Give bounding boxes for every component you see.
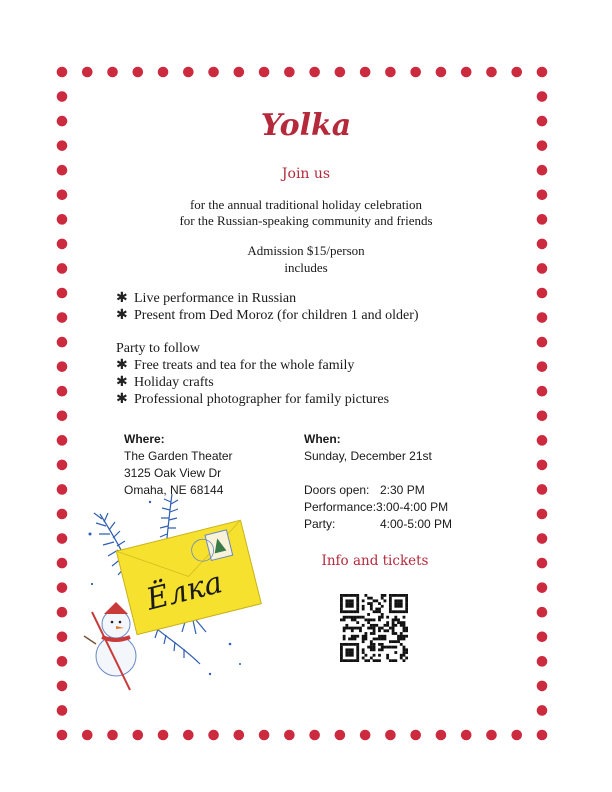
asterisk-icon: ✱ (116, 307, 128, 323)
schedule-time: 3:00-4:00 PM (376, 500, 449, 514)
border-dot (537, 91, 548, 102)
border-dot (537, 435, 548, 446)
border-dot (234, 730, 245, 741)
border-dot (57, 460, 68, 471)
venue-city: Omaha, NE 68144 (124, 483, 224, 497)
page-title: Yolka (260, 108, 352, 143)
admission-text: Admission $15/person (247, 243, 365, 258)
border-dot (461, 730, 472, 741)
where-label: Where: (124, 432, 165, 446)
border-dot (57, 67, 68, 78)
border-dot (57, 705, 68, 716)
party-heading: Party to follow (116, 341, 200, 356)
border-dot (259, 730, 270, 741)
border-dot (57, 730, 68, 741)
border-dot (486, 67, 497, 78)
border-dot (57, 337, 68, 348)
info-tickets-heading: Info and tickets (321, 553, 429, 569)
includes-text: includes (284, 260, 328, 275)
schedule-time: 4:00-5:00 PM (380, 517, 453, 531)
envelope-snowman-illustration (80, 494, 270, 704)
list-item-text: Professional photographer for family pictures (134, 392, 390, 407)
border-dot (335, 67, 346, 78)
border-dot (158, 730, 169, 741)
border-dot (537, 681, 548, 692)
border-dot (284, 730, 295, 741)
border-dot (57, 631, 68, 642)
program-list (116, 290, 419, 324)
border-dot (436, 67, 447, 78)
border-dot (537, 67, 548, 78)
asterisk-icon: ✱ (116, 290, 128, 306)
border-dot (132, 67, 143, 78)
border-dot (57, 558, 68, 569)
asterisk-icon: ✱ (116, 374, 128, 390)
list-item (116, 357, 389, 374)
border-dot (537, 460, 548, 471)
intro-line: for the Russian-speaking community and friends (179, 213, 433, 228)
border-dot (537, 337, 548, 348)
border-dot (537, 705, 548, 716)
border-dot (57, 656, 68, 667)
when-block (304, 431, 452, 533)
border-dot (57, 386, 68, 397)
border-dot (537, 288, 548, 299)
border-dot (537, 509, 548, 520)
border-dot (410, 67, 421, 78)
venue-street: 3125 Oak View Dr (124, 466, 222, 480)
border-dot (132, 730, 143, 741)
border-dot (309, 730, 320, 741)
border-dot (158, 67, 169, 78)
event-date: Sunday, December 21st (304, 449, 432, 463)
envelope-icon (116, 520, 261, 634)
border-dot (57, 509, 68, 520)
border-dot (57, 312, 68, 323)
border-dot (436, 730, 447, 741)
border-dot (511, 730, 522, 741)
border-dot (82, 730, 93, 741)
border-dot (183, 67, 194, 78)
border-dot (57, 288, 68, 299)
list-item-text: Live performance in Russian (134, 291, 297, 306)
join-us-heading: Join us (281, 166, 331, 182)
border-dot (259, 67, 270, 78)
list-item (116, 374, 389, 391)
border-dot (537, 312, 548, 323)
schedule-row (304, 516, 452, 533)
schedule-label: Doors open: (304, 483, 370, 497)
schedule-label: Performance: (304, 500, 377, 514)
border-dot (537, 631, 548, 642)
list-item-text: Free treats and tea for the whole family (134, 358, 355, 373)
border-dot (57, 361, 68, 372)
envelope-text: Ёлка (142, 565, 226, 618)
border-dot (410, 730, 421, 741)
border-dot (57, 681, 68, 692)
party-section (116, 340, 389, 408)
border-dot (537, 656, 548, 667)
border-dot (537, 607, 548, 618)
snowman-icon (84, 602, 136, 690)
border-dot (57, 410, 68, 421)
border-dot (537, 730, 548, 741)
border-dot (57, 91, 68, 102)
qr-code-icon[interactable] (340, 594, 408, 662)
border-dot (57, 484, 68, 495)
list-item-text: Holiday crafts (134, 375, 214, 390)
border-dot (360, 730, 371, 741)
border-dot (107, 67, 118, 78)
border-dot (537, 361, 548, 372)
border-dot (511, 67, 522, 78)
border-dot (537, 558, 548, 569)
list-item (116, 290, 419, 307)
schedule-label: Party: (304, 517, 336, 531)
when-label: When: (304, 432, 341, 446)
border-dot (486, 730, 497, 741)
border-dot (537, 410, 548, 421)
border-dot (537, 386, 548, 397)
list-item (116, 391, 389, 408)
border-dot (208, 730, 219, 741)
border-dot (57, 533, 68, 544)
schedule-time: 2:30 PM (380, 483, 425, 497)
where-block (124, 431, 233, 499)
border-dot (309, 67, 320, 78)
border-dot (82, 67, 93, 78)
border-dot (208, 67, 219, 78)
border-dot (537, 484, 548, 495)
border-dot (57, 607, 68, 618)
border-dot (107, 730, 118, 741)
border-dot (385, 67, 396, 78)
venue-name: The Garden Theater (124, 449, 233, 463)
schedule-row (304, 482, 452, 499)
border-dot (537, 582, 548, 593)
asterisk-icon: ✱ (116, 391, 128, 407)
intro-line: for the annual traditional holiday celebration (189, 197, 423, 212)
border-dot (385, 730, 396, 741)
border-dot (183, 730, 194, 741)
border-dot (284, 67, 295, 78)
schedule-row (304, 499, 452, 516)
border-dot (461, 67, 472, 78)
list-item (116, 307, 419, 324)
list-item-text: Present from Ded Moroz (for children 1 and older) (134, 308, 419, 323)
border-dot (335, 730, 346, 741)
border-dot (57, 435, 68, 446)
border-dot (234, 67, 245, 78)
border-dot (57, 582, 68, 593)
asterisk-icon: ✱ (116, 357, 128, 373)
border-dot (360, 67, 371, 78)
border-dot (537, 533, 548, 544)
